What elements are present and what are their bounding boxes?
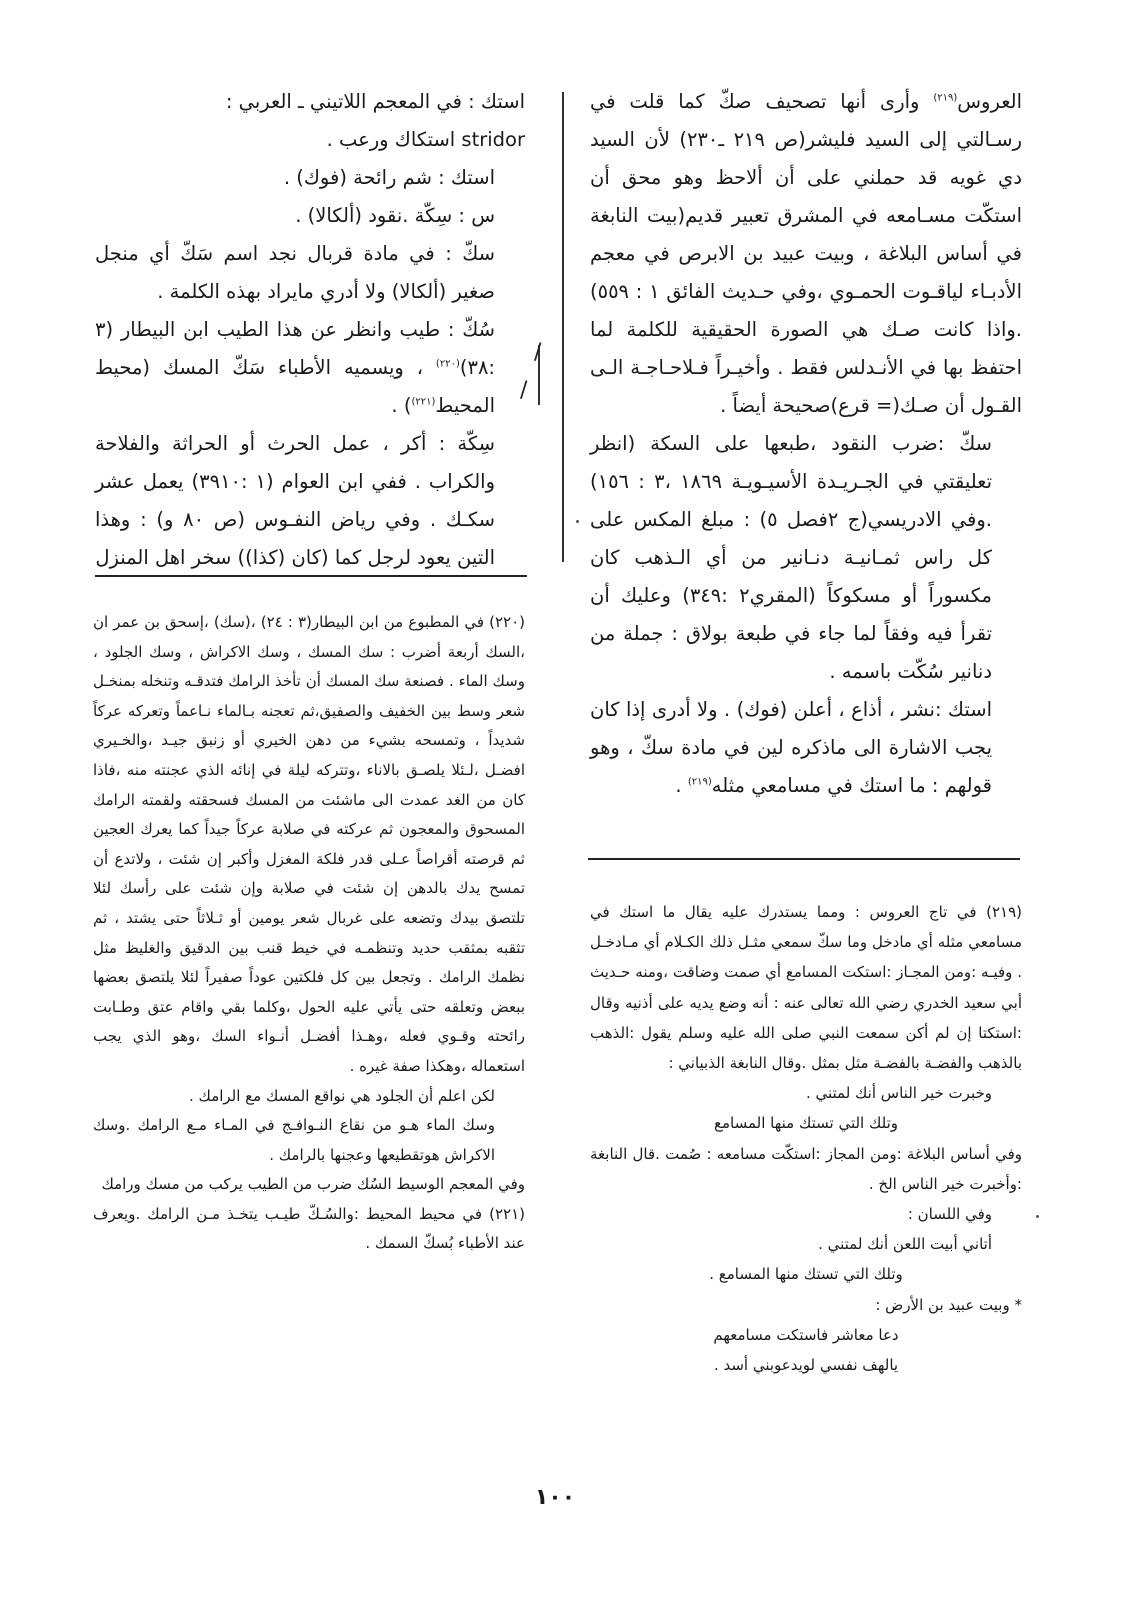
paragraph: العروس$^{(٢١٩)}$ وأرى أنها تصحيف صكّ كما قلت في رسـالتي إلى السيد فليشر(ص ٢١٩ ـ٢٣٠) لأن السيد دي غويه قد حملني على أن ألاحظ وهو محق أن استكّت مسـامعه في المشرق تعبير قديم(بيت النابغة في أساس البلاغة ، وبيت عبيد بن الابرص في معجم الأدبـاء لياقـوت الحمـوي ،وفي حـديث الفائق ١ : ٥٥٩) .واذا كانت صـك هي الصورة الحقيقية للكلمة لما احتفظ بها في الأنـدلس فقط . وأخيـراً فـلاحـاجـة الـى القـول أن صـك(= قرع)صحيحة أيضاً . (590, 90, 1022, 417)
footnotes-left (93, 608, 525, 1259)
verse-line: وخبرت خير الناس أنك لمتني . (805, 1084, 992, 1103)
footnote: (٢٢١) في محيط المحيط :والسُـكّ طيـب يتخـذ مـن الرامك .ويعرف عند الأطباء بُسكّ السمك . (93, 1204, 525, 1253)
margin-mark: / (520, 378, 528, 403)
column-divider (562, 92, 564, 562)
footnote: * وبيت عبيد بن الأرض : (875, 1295, 1022, 1314)
footnote: وفي اللسان : (907, 1205, 992, 1224)
footnote: وفي المعجم الوسيط السُك ضرب من الطيب يركب من مسك ورامك (101, 1175, 525, 1194)
speck (576, 520, 579, 523)
entry: سِكّة : أكر ، عمل الحرث أو الحراثة والفلاحة والكراب . ففي ابن العوام (١ :٣٩١٠) يعمل عشر سكـك . وفي رياض النفـوس (ص ٨٠ و) : وهذا التين يعود لرجل كما (كان (كذا)) سخر اهل المنزل (95, 432, 495, 569)
left-column (95, 83, 528, 577)
paragraph: سكّ :ضرب النقود ،طبعها على السكة (انظر تعليقتي في الجـريـدة الأسيـويـة ١٨٦٩ ،٣ : ١٥٦) .وفي الادريسي(ج ٢فصل ٥) : مبلغ المكس على كل راس ثمـانيـة دنـانير من أي الـذهب كان مكسوراً أو مسكوكاً (المقري٢ :٣٤٩) وعليك أن تقرأ فيه وفقاً لما جاء في طبعة بولاق : جملة من دنانير سُكّت باسمه . (590, 432, 993, 683)
paragraph: استك :نشر ، أذاع ، أعلن (فوك) . ولا أدرى إذا كان يجب الاشارة الى ماذكره لين في مادة سكّ ، وهو قولهم : ما استك في مسامعي مثله$^{(٢١٩)}$ . (590, 698, 992, 797)
footnote-separator (95, 575, 527, 577)
footnote: (٢١٩) في تاج العروس : ومما يستدرك عليه يقال ما استك في مسامعي مثله أي مادخل وما سكّ سمعي مثـل ذلك الكـلام أي مـادخـل . وفيـه :ومن المجـاز :استكت المسامع أي صمت وضاقت ،ومنه حـديث أبي سعيد الخدري رضي الله تعالى عنه : أنه وضع يديه على أذنيه وقال :استكتا إن لم أكن سمعت النبي صلى الله عليه وسلم يقول :الذهب بالذهب والفضـة بالفضـة مثل بمثل .وقال النابغة الذبياني : (590, 903, 1022, 1073)
entry: س : سِكّة .نقود (ألكالا) . (295, 204, 495, 227)
speck (1036, 1215, 1039, 1218)
footnote: وسك الماء هـو من نقاع النـوافـج في المـاء مـع الرامك .وسك الاكراش هوتقطيعها وعجنها بالرامك . (93, 1116, 495, 1164)
entry: استك : في المعجم اللاتيني ـ العربي : (225, 90, 525, 113)
right-column (590, 83, 1022, 805)
verse-line: وتلك التي تستك منها المسامع (713, 1114, 898, 1133)
footnotes-right (590, 897, 1022, 1380)
entry: سُكّ : طيب وانظر عن هذا الطيب ابن البيطار (٣ :٣٨)$^{(٢٢٠)}$ ، ويسميه الأطباء سَكّ المسك (محيط المحيط$^{(٢٢١)}$) . (95, 318, 495, 417)
margin-mark: / (534, 340, 542, 365)
verse-line: أتاني أبيت اللعن أنك لمتني . (818, 1235, 992, 1254)
entry: stridor استكاك ورعب . (326, 128, 525, 151)
footnote: (٢٢٠) في المطبوع من ابن البيطار(٣ : ٢٤) ،(سك) ،إسحق بن عمر ان ،السك أربعة أضرب : سك المسك ، وسك الاكراش ، وسك الجلود ، وسك الماء . فصنعة سك المسك أن تأخذ الرامك فتدقـه وتنخله بمنخـل شعر وسط بين الخفيف والصفيق،ثم تعجنه بـالماء نـاعماً وتعركه عركاً شديداً ، وتمسحه بشيء من دهن الخيري أو زنبق جيـد ،والخـيري افضـل ،لـئلا يلصـق بالاناء ،وتتركه ليلة في إنائه الذي عجنته منه ،فاذا كان من الغد عمدت الى ماشئت من المسك فسحقته ولقمته الرامك المسحوق والمعجون ثم عركته في صلابة عركاً جيداً كما يعرك العجين ثم قرصته أقراصاً عـلى قدر فلكة المغزل وأكبر إن شئت ، ولاتدع أن تمسح يدك بالدهن إن شئت في صلابة وإن شئت على رأسك لئلا تلتصق بيدك وتضعه على غربال شعر يومين أو ثـلاثاً حتى يشتد ، ثم تثقبه بمثقب حديد وتنظمـه في خيط قنب بين الدقيق والغليظ مثل نظمك الرامك . وتجعل بين كل فلكتين عوداً صفيراً لئلا يلتصق بعضها ببعض وتعلقه حتى يأتي عليه الحول ،وكلما بقي واقام عتق وطـابت رائحته وقـوي فعله ،وهـذا أفضـل أنـواء السك ،وهو الذي يجب استعماله ،وهكذا صفة غيره . (93, 613, 525, 1075)
verse-line: وتلك التي تستك منها المسامع . (709, 1265, 903, 1284)
entry: استك : شم رائحة (فوك) . (283, 166, 495, 189)
verse-line: دعا معاشر فاستكت مسامعهم (713, 1325, 899, 1344)
footnote: لكن اعلم أن الجلود هي نواقع المسك مع الرامك . (189, 1086, 495, 1105)
verse-line: يالهف نفسي لويدعوبني أسد . (713, 1356, 899, 1375)
footnote-separator (588, 858, 1020, 860)
footnote: وفي أساس البلاغة :ومن المجاز :استكّت مسامعه : صُمت .قال النابغة :وأخبرت خير الناس الخ . (590, 1144, 1022, 1193)
page-number: ١٠٠ (534, 1485, 576, 1510)
entry: سكّ : في مادة قربال نجد اسم سَكّ أي منجل صغير (ألكالا) ولا أدري مايراد بهذه الكلمة . (95, 242, 495, 303)
